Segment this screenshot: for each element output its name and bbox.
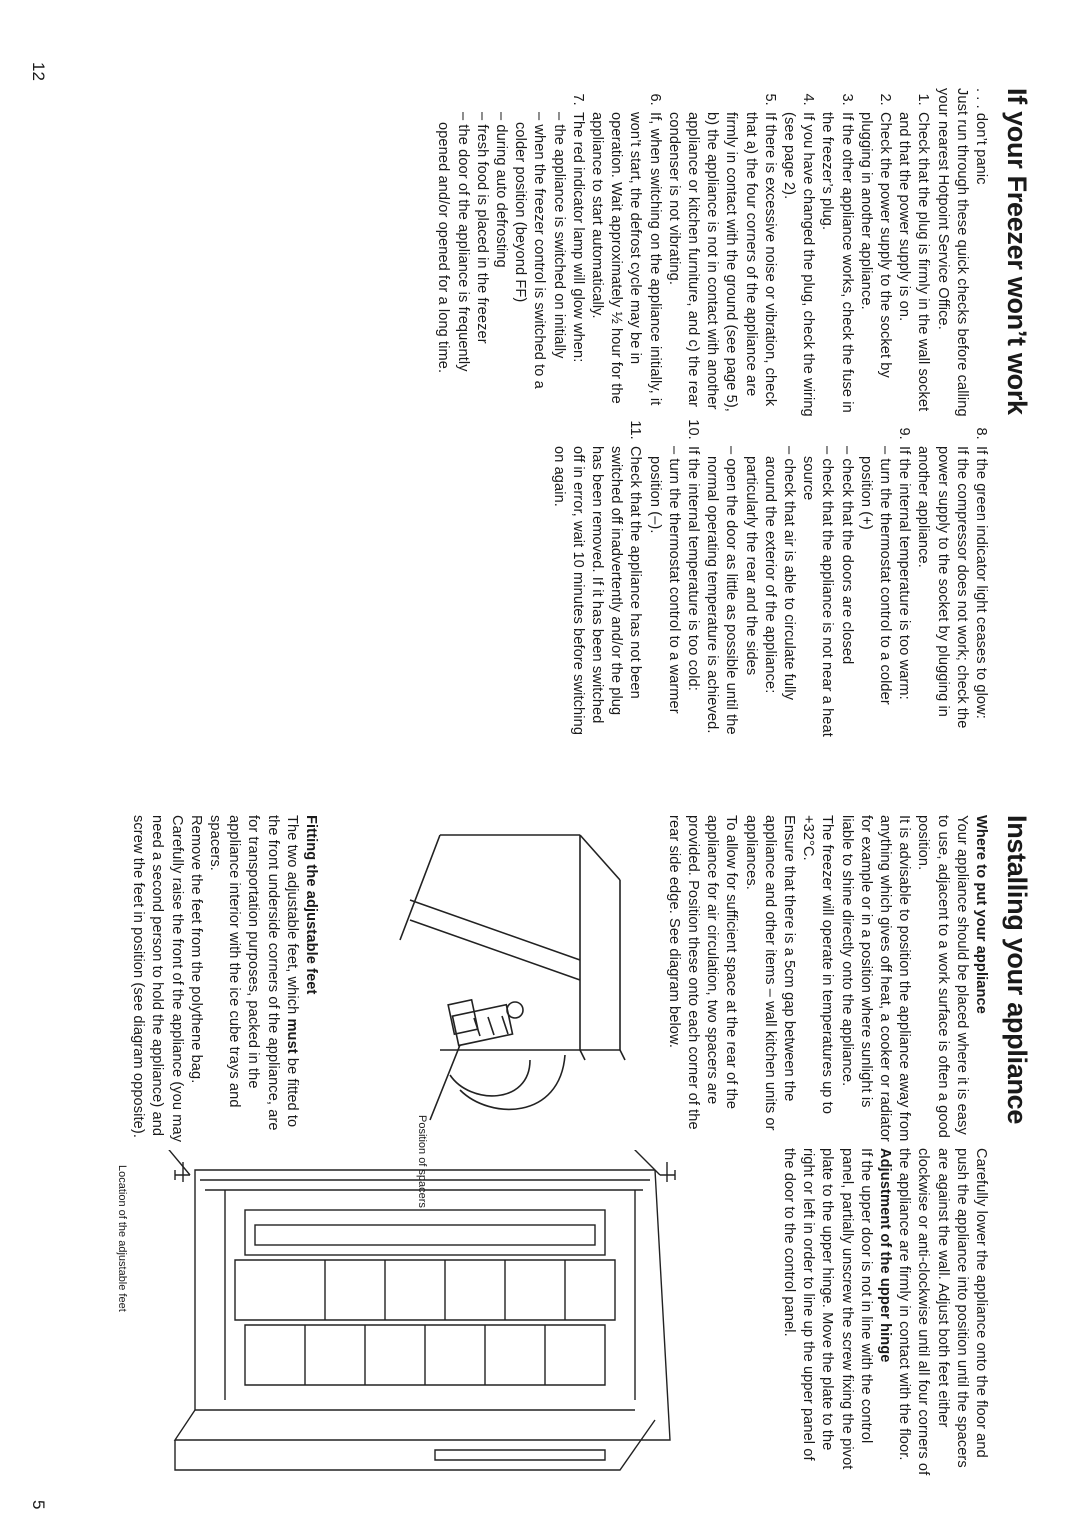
list-item: 9. If the internal temperature is too warm: – turn the thermostat control to a colder position (+) – check that the doors are closed – check that the appliance is not near a heat source – check that air is able to circulate fully around the exterior of the appliance: particularly the rear and the sides – open the door as little as possible until the normal operating temperature is achieved. [702,444,913,738]
list-item [433,110,587,418]
paragraph: Your appliance should be placed where it is easy to use, adjacent to a work surface is often a good position. [915,815,970,1139]
bullet: – check that the doors are closed [838,446,855,665]
list-item-text: The red indicator lamp will glow when: [569,112,586,363]
right-page-title: Installing your appliance [1002,815,1032,1125]
bullet: – the appliance is switched on initially [550,112,567,359]
bullet: – check that the appliance is not near a heat source [800,446,836,737]
bullet: – during auto defrosting [492,112,509,268]
checklist-part-2 [548,420,990,738]
bullet: – check that air is able to circulate fully around the exterior of the appliance: particularly the rear and the sides [742,446,797,701]
feet-caption: Location of the adjustable feet [116,1165,128,1312]
red-lamp-bullets [433,112,567,418]
paragraph: Carefully raise the front of the appliance (you may need a second person to hold the appliance) and screw the feet in position (see diagram opposite). [130,815,185,1143]
left-page-title: If your Freezer won’t work [1002,88,1032,415]
paragraph: Ensure that there is a 5cm gap between the appliance and other items – wall kitchen units or appliances. [742,815,797,1131]
bullet: – fresh food is placed in the freezer [473,112,490,344]
list-item: 8. If the green indicator light ceases to glow: If the compressor does not work; check the power supply to the socket by plugging in another appliance. [913,444,990,738]
bullet: – turn the thermostat control to a warmer position (–). [646,446,682,714]
spacers-diagram [340,820,640,1150]
list-item: 5. If there is excessive noise or vibration, check that a) the four corners of the appliance are firmly in contact with the ground (see page 5), b) the appliance is not in contact with another appliance or kitchen furniture, and c) the rear condenser is not vibrating. [664,110,779,418]
list-item: 10. If the internal temperature is too cold: – turn the thermostat control to a warmer position (–). [644,444,702,738]
paragraph: Remove the feet from the polythene bag. [187,815,204,1084]
feet-heading: Fitting the adjustable feet [303,815,319,995]
bullet: – when the freezer control is switched to a colder position (beyond FF) [512,112,548,389]
right-page-number: 5 [29,1500,48,1510]
paragraph: It is advisable to position the appliance away from anything which gives off heat, a cooker or radiator for example or in a position where sunlight is liable to shine directly onto the appliance. [838,815,913,1142]
where-heading: Where to put your appliance [973,815,989,1014]
left-column-1 [433,88,990,418]
adjustable-feet-diagram [135,1150,695,1490]
paragraph: To allow for sufficient space at the rear of the appliance for air circulation, two spacers are provided. Position these onto each corner of the rear side edge. See diagram below. [665,815,740,1130]
bullet: – open the door as little as possible until the normal operating temperature is achieved. [704,446,740,735]
list-item: 3. If the other appliance works, check the fuse in the freezer’s plug. [817,110,855,418]
left-page-number: 12 [29,62,48,81]
paragraph: The freezer will operate in temperatures up to +32°C. [800,815,836,1115]
list-item: 6. If, when switching on the appliance initially, it won’t start, the defrost cycle may be in operation. Wait approximately ½ hour for the appliance to start automatically. [587,110,664,418]
right-column-feet [128,815,320,1145]
paragraph: The two adjustable feet, which must be fitted to the front underside corners of the appliance, are for transportation purposes, packed in the appliance interior with the ice cube trays and spacers. [206,815,300,1131]
bullet: – turn the thermostat control to a colder position (+) [857,446,893,705]
right-column-1 [664,815,990,1145]
list-item: 4. If you have changed the plug, check the wiring (see page 2). [779,110,817,418]
too-cold-bullets [644,446,682,738]
checklist-part-1 [433,88,932,418]
list-item: 1. Check that the plug is firmly in the wall socket and that the power supply is on. [894,110,932,418]
left-column-2 [548,420,990,738]
list-item: 2. Check the power supply to the socket by plugging in another appliance. [856,110,894,418]
right-column-2 [779,1148,990,1483]
intro-text: Just run through these quick checks before calling your nearest Hotpoint Service Office. [934,88,970,417]
too-warm-bullets [702,446,894,738]
intro-heading: . . . don’t panic [973,88,989,185]
list-item: 11. Check that the appliance has not been switched off inadvertently and/or the plug has been removed. If it has been switched off in error, wait 10 minutes before switching on again. [548,444,644,738]
bullet: – the door of the appliance is frequently opened and/or opened for a long time. [435,112,471,374]
spacers-caption: Position of spacers [416,1115,428,1208]
paragraph: If the upper door is not in line with the control panel, partially unscrew the screw fixing the pivot plate to the upper hinge. Move the plate to the right or left in order to line up the upper panel of the door to the control panel. [780,1148,874,1470]
hinge-heading: Adjustment of the upper hinge [876,1148,893,1363]
paragraph: Carefully lower the appliance onto the floor and push the appliance into position until the spacers are against the wall. Adjust both feet either clockwise or anti-clockwise until all four corners of the appliance are firmly in contact with the floor. [896,1148,989,1476]
